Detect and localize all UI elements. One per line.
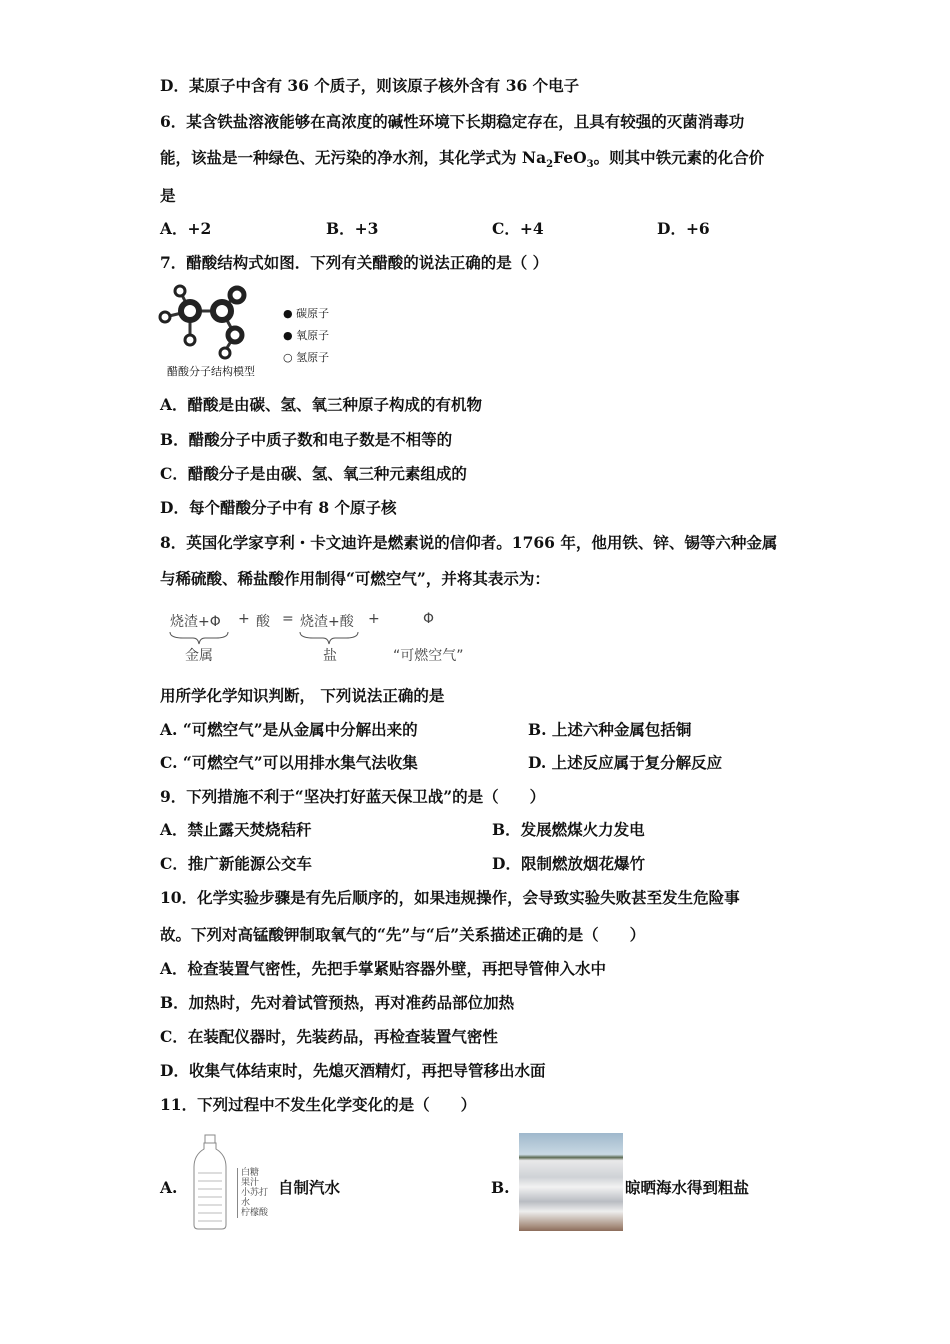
q8-stem-line2: 与稀硫酸、稀盐酸作用制得“可燃空气”，并将其表示为： xyxy=(160,569,550,588)
ingredient: 水 xyxy=(241,1198,251,1208)
q10-option-d: D．收集气体结束时，先熄灭酒精灯，再把导管移出水面 xyxy=(160,1061,546,1080)
q9-option-a: A．禁止露天焚烧秸秆 xyxy=(160,820,312,839)
legend-carbon: ● 碳原子 xyxy=(283,307,330,320)
legend-label: 氢原子 xyxy=(296,351,330,364)
q8-stem-line1: 8．英国化学家亨利・卡文迪许是燃素说的信仰者。1766 年，他用铁、锌、锡等六种金属 xyxy=(160,533,778,552)
salt-pan-photo xyxy=(519,1133,623,1231)
eq-plus: + xyxy=(368,611,380,627)
q7-option-a: A．醋酸是由碳、氢、氧三种原子构成的有机物 xyxy=(160,395,483,414)
q6-stem-line3: 是 xyxy=(160,186,176,205)
q11-option-b-label: B. xyxy=(491,1178,510,1197)
eq-term: 烧渣+Φ xyxy=(170,614,221,630)
q7-stem: 7．醋酸结构式如图．下列有关醋酸的说法正确的是（ ） xyxy=(160,253,549,272)
eq-term: 烧渣+酸 xyxy=(300,614,354,630)
eq-plus: + xyxy=(238,611,250,627)
q9-option-c: C．推广新能源公交车 xyxy=(160,854,312,873)
ingredient: 果汁 xyxy=(241,1178,260,1188)
q8-question: 用所学化学知识判断， 下列说法正确的是 xyxy=(160,686,445,705)
eq-term: Φ xyxy=(423,611,435,627)
eq-equals: = xyxy=(282,611,294,627)
bottle-icon xyxy=(190,1133,230,1231)
brace-icon xyxy=(168,630,368,646)
figure-caption: 醋酸分子结构模型 xyxy=(167,365,255,378)
eq-term: 酸 xyxy=(256,614,270,630)
eq-label: “可燃空气” xyxy=(393,648,464,664)
q6-option-b: B．+3 xyxy=(326,219,379,238)
legend-oxygen: ● 氧原子 xyxy=(283,329,330,342)
q6-stem-line1: 6．某含铁盐溶液能够在高浓度的碱性环境下长期稳定存在，且具有较强的灭菌消毒功 xyxy=(160,112,745,131)
legend-hydrogen: ○ 氢原子 xyxy=(283,351,330,364)
q7-option-d: D．每个醋酸分子中有 8 个原子核 xyxy=(160,498,397,517)
q6-option-c: C．+4 xyxy=(492,219,544,238)
q9-stem: 9．下列措施不利于“坚决打好蓝天保卫战”的是（ ） xyxy=(160,787,546,806)
q10-stem-line2: 故。下列对高锰酸钾制取氧气的“先”与“后”关系描述正确的是（ ） xyxy=(160,925,646,944)
ingredient: 柠檬酸 xyxy=(241,1208,269,1218)
q11-stem: 11．下列过程中不发生化学变化的是（ ） xyxy=(160,1095,477,1114)
q9-option-d: D．限制燃放烟花爆竹 xyxy=(492,854,645,873)
q10-option-a: A．检查装置气密性，先把手掌紧贴容器外壁，再把导管伸入水中 xyxy=(160,959,607,978)
subscript: 3 xyxy=(586,159,594,171)
subscript: 2 xyxy=(546,159,554,171)
eq-label: 金属 xyxy=(185,648,213,664)
ingredient: 白糖 xyxy=(241,1168,260,1178)
q10-option-c: C．在装配仪器时，先装药品，再检查装置气密性 xyxy=(160,1027,498,1046)
q11-option-a-label: A. xyxy=(160,1178,178,1197)
q6-option-a: A．+2 xyxy=(160,219,212,238)
q6-option-d: D．+6 xyxy=(657,219,710,238)
q11-option-a-text: 自制汽水 xyxy=(278,1179,341,1197)
q8-option-b: B. 上述六种金属包括铜 xyxy=(528,720,692,739)
q11-option-b-text: 晾晒海水得到粗盐 xyxy=(625,1179,750,1197)
q8-option-d: D. 上述反应属于复分解反应 xyxy=(528,753,723,772)
q8-option-c: C. “可燃空气”可以用排水集气法收集 xyxy=(160,753,418,772)
ingredient: 小苏打 xyxy=(241,1188,269,1198)
q7-option-c: C．醋酸分子是由碳、氢、氧三种元素组成的 xyxy=(160,464,467,483)
legend-label: 碳原子 xyxy=(296,307,330,320)
text: 。则其中铁元素的化合价 xyxy=(593,148,765,167)
acetic-acid-figure xyxy=(155,283,375,378)
q6-stem-line2 xyxy=(160,148,764,175)
legend-label: 氧原子 xyxy=(296,329,330,342)
q7-option-b: B．醋酸分子中质子数和电子数是不相等的 xyxy=(160,430,453,449)
text: FeO xyxy=(553,148,587,167)
molecule-model-icon xyxy=(155,283,275,363)
ingredients-list xyxy=(237,1168,268,1218)
q10-stem-line1: 10．化学实验步骤是有先后顺序的，如果违规操作，会导致实验失败甚至发生危险事 xyxy=(160,888,740,907)
q9-option-b: B．发展燃煤火力发电 xyxy=(492,820,645,839)
text: 能，该盐是一种绿色、无污染的净水剂，其化学式为 Na xyxy=(160,148,547,167)
q10-option-b: B．加热时，先对着试管预热，再对准药品部位加热 xyxy=(160,993,515,1012)
q5-option-d: D．某原子中含有 36 个质子，则该原子核外含有 36 个电子 xyxy=(160,76,580,95)
q8-option-a: A. “可燃空气”是从金属中分解出来的 xyxy=(160,720,418,739)
eq-label: 盐 xyxy=(323,648,337,664)
